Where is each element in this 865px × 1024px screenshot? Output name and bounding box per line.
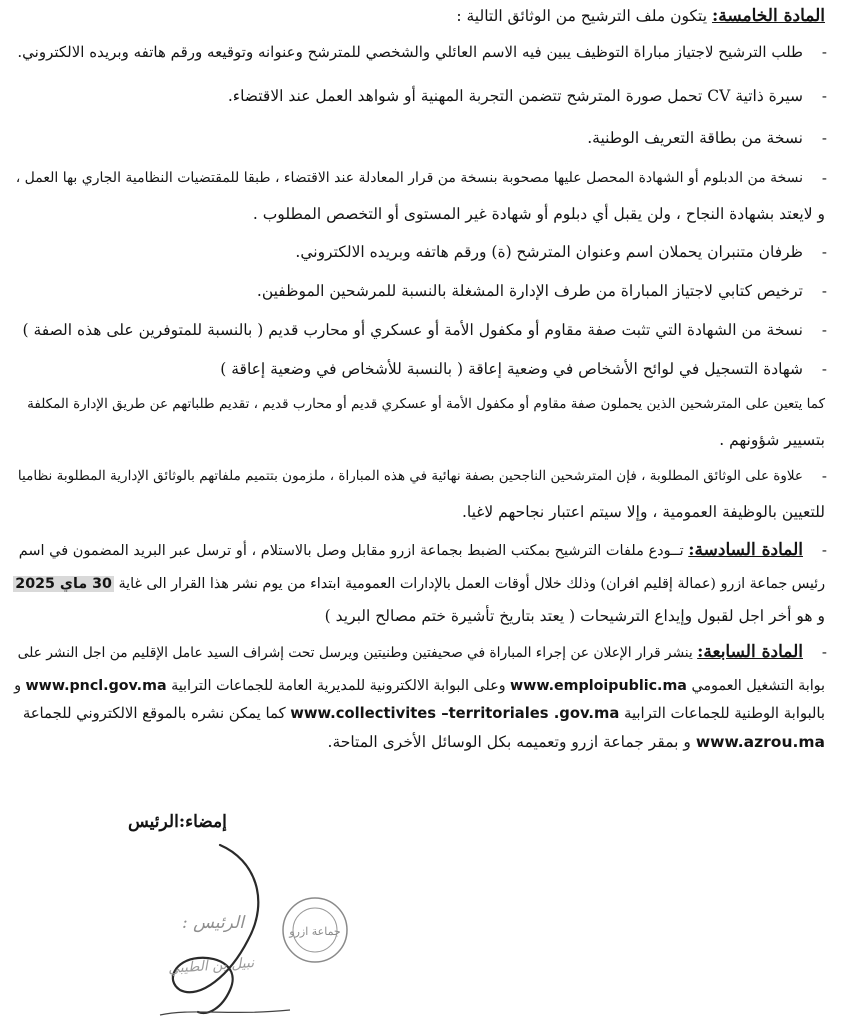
bullet-dash: - — [821, 360, 827, 378]
article6-text: و هو أخر اجل لقبول وإيداع الترشيحات ( يعتد بتاريخ تأشيرة ختم مصالح البريد ) — [324, 607, 825, 625]
bullet-dash: - — [821, 87, 827, 105]
note-line — [14, 430, 825, 450]
document-page — [14, 0, 825, 1024]
article6-line — [14, 574, 825, 594]
bullet-dash: - — [821, 129, 827, 147]
list-item-continuation — [14, 204, 825, 224]
bullet-dash: - — [821, 43, 827, 61]
list-item-text: شهادة التسجيل في لوائح الأشخاص في وضعية إعاقة ( بالنسبة للأشخاص في وضعية إعاقة ) — [220, 360, 803, 378]
article5-heading-line — [14, 6, 825, 26]
handwritten-label: الرئيس : — [182, 913, 244, 933]
article6-text: رئيس جماعة ازرو (عمالة إقليم افران) وذلك خلال أوقات العمل بالإدارات العمومية ابتداء من يوم نشر هذا القرار الى غاية — [118, 576, 825, 592]
article6-text: تــودع ملفات الترشيح بمكتب الضبط بجماعة ازرو مقابل وصل بالاستلام ، أو ترسل عبر البريد المضمون في اسم — [18, 543, 684, 559]
list-item — [14, 86, 825, 106]
list-item-text: سيرة ذاتية CV تحمل صورة المترشح تتضمن التجربة المهنية أو شواهد العمل عند الاقتضاء. — [227, 87, 803, 105]
list-item-continuation — [14, 502, 825, 522]
article5-heading: المادة الخامسة: — [711, 6, 825, 26]
list-item — [14, 281, 825, 301]
official-seal — [280, 895, 350, 969]
note-line — [14, 394, 825, 414]
article6-line — [14, 606, 825, 626]
website-link[interactable]: www.collectivites –territoriales .gov.ma — [290, 705, 620, 722]
list-item-text: نسخة من بطاقة التعريف الوطنية. — [587, 129, 803, 147]
list-item — [14, 168, 825, 188]
bullet-dash: - — [821, 321, 827, 339]
article5-intro: يتكون ملف الترشيح من الوثائق التالية : — [456, 7, 708, 25]
list-item — [14, 242, 825, 262]
list-item-text: و لايعتد بشهادة النجاح ، ولن يقبل أي دبلوم أو شهادة غير المستوى أو التخصص المطلوب . — [252, 205, 825, 223]
website-link[interactable]: www.emploipublic.ma — [510, 678, 687, 694]
bullet-dash: - — [821, 169, 827, 187]
article7-text: ينشر قرار الإعلان عن إجراء المباراة في صحيفتين وطنيتين ويرسل تحت إشراف السيد عامل الإقليم من اجل النشر على — [17, 645, 693, 661]
bullet-dash: - — [821, 643, 827, 661]
article7-line — [14, 704, 825, 724]
signature-title: إمضاء:الرئيس — [128, 812, 227, 832]
list-item-text: طلب الترشيح لاجتياز مباراة التوظيف يبين فيه الاسم العائلي والشخصي للمترشح وعنوانه وتوقيعه ورقم هاتفه وبريده الالكتروني. — [17, 43, 803, 61]
article7-text: كما يمكن نشره بالموقع الالكتروني للجماعة — [22, 705, 286, 722]
bullet-dash: - — [821, 467, 827, 485]
article6-heading: المادة السادسة: — [688, 540, 803, 560]
list-item-text: نسخة من الشهادة التي تثبت صفة مقاوم أو مكفول الأمة أو عسكري أو محارب قديم ( بالنسبة للمتوفرين على هذه الصفة ) — [22, 321, 803, 339]
article7-text: وعلى البوابة الالكترونية للمديرية العامة للجماعات الترابية — [171, 678, 506, 694]
deadline-date: 30 ماي 2025 — [15, 576, 112, 592]
article7-line — [14, 732, 825, 752]
list-item-text: ظرفان متنبران يحملان اسم وعنوان المترشح (ة) ورقم هاتفه وبريده الالكتروني. — [295, 243, 803, 261]
website-link[interactable]: www.pncl.gov.ma — [25, 678, 167, 694]
list-item-text: للتعيين بالوظيفة العمومية ، وإلا سيتم اعتبار نجاحهم لاغيا. — [461, 503, 825, 521]
bullet-dash: - — [821, 282, 827, 300]
article6-line — [14, 540, 825, 561]
bullet-dash: - — [821, 541, 827, 559]
article7-line — [14, 676, 825, 696]
list-item-text: ترخيص كتابي لاجتياز المباراة من طرف الإدارة المشغلة بالنسبة للمرشحين الموظفين. — [256, 282, 803, 300]
svg-text:جماعة ازرو: جماعة ازرو — [289, 925, 341, 938]
list-item — [14, 42, 825, 62]
handwritten-name: نبيل بن الطيبي — [167, 955, 255, 977]
article7-text: بالبوابة الوطنية للجماعات الترابية — [624, 705, 825, 722]
bullet-dash: - — [821, 243, 827, 261]
note-text: كما يتعين على المترشحين الذين يحملون صفة مقاوم أو مكفول الأمة أو عسكري قديم أو محارب قديم ، تقديم طلباتهم عن طريق الإدارة المكلفة — [27, 396, 825, 412]
article7-text: بوابة التشغيل العمومي — [691, 678, 825, 694]
note-text: بتسيير شؤونهم . — [719, 431, 825, 449]
list-item-text: علاوة على الوثائق المطلوبة ، فإن المترشحين الناجحين بصفة نهائية في هذه المباراة ، ملزمون بتتميم ملفاتهم بالوثائق الإدارية المطلوبة نظاميا — [17, 468, 803, 484]
list-item — [14, 466, 825, 486]
article7-line — [14, 642, 825, 663]
list-item-text: نسخة من الدبلوم أو الشهادة المحصل عليها مصحوبة بنسخة من قرار المعادلة عند الاقتضاء ، طبقا للمقتضيات النظامية الجاري بها العمل ، — [15, 170, 803, 186]
article7-heading: المادة السابعة: — [697, 642, 803, 662]
article7-text: و بمقر جماعة ازرو وتعميمه بكل الوسائل الأخرى المتاحة. — [327, 733, 691, 751]
article7-text: و — [14, 678, 21, 694]
website-link[interactable]: www.azrou.ma — [695, 733, 825, 751]
list-item — [14, 128, 825, 148]
list-item — [14, 359, 825, 379]
list-item — [14, 320, 825, 340]
